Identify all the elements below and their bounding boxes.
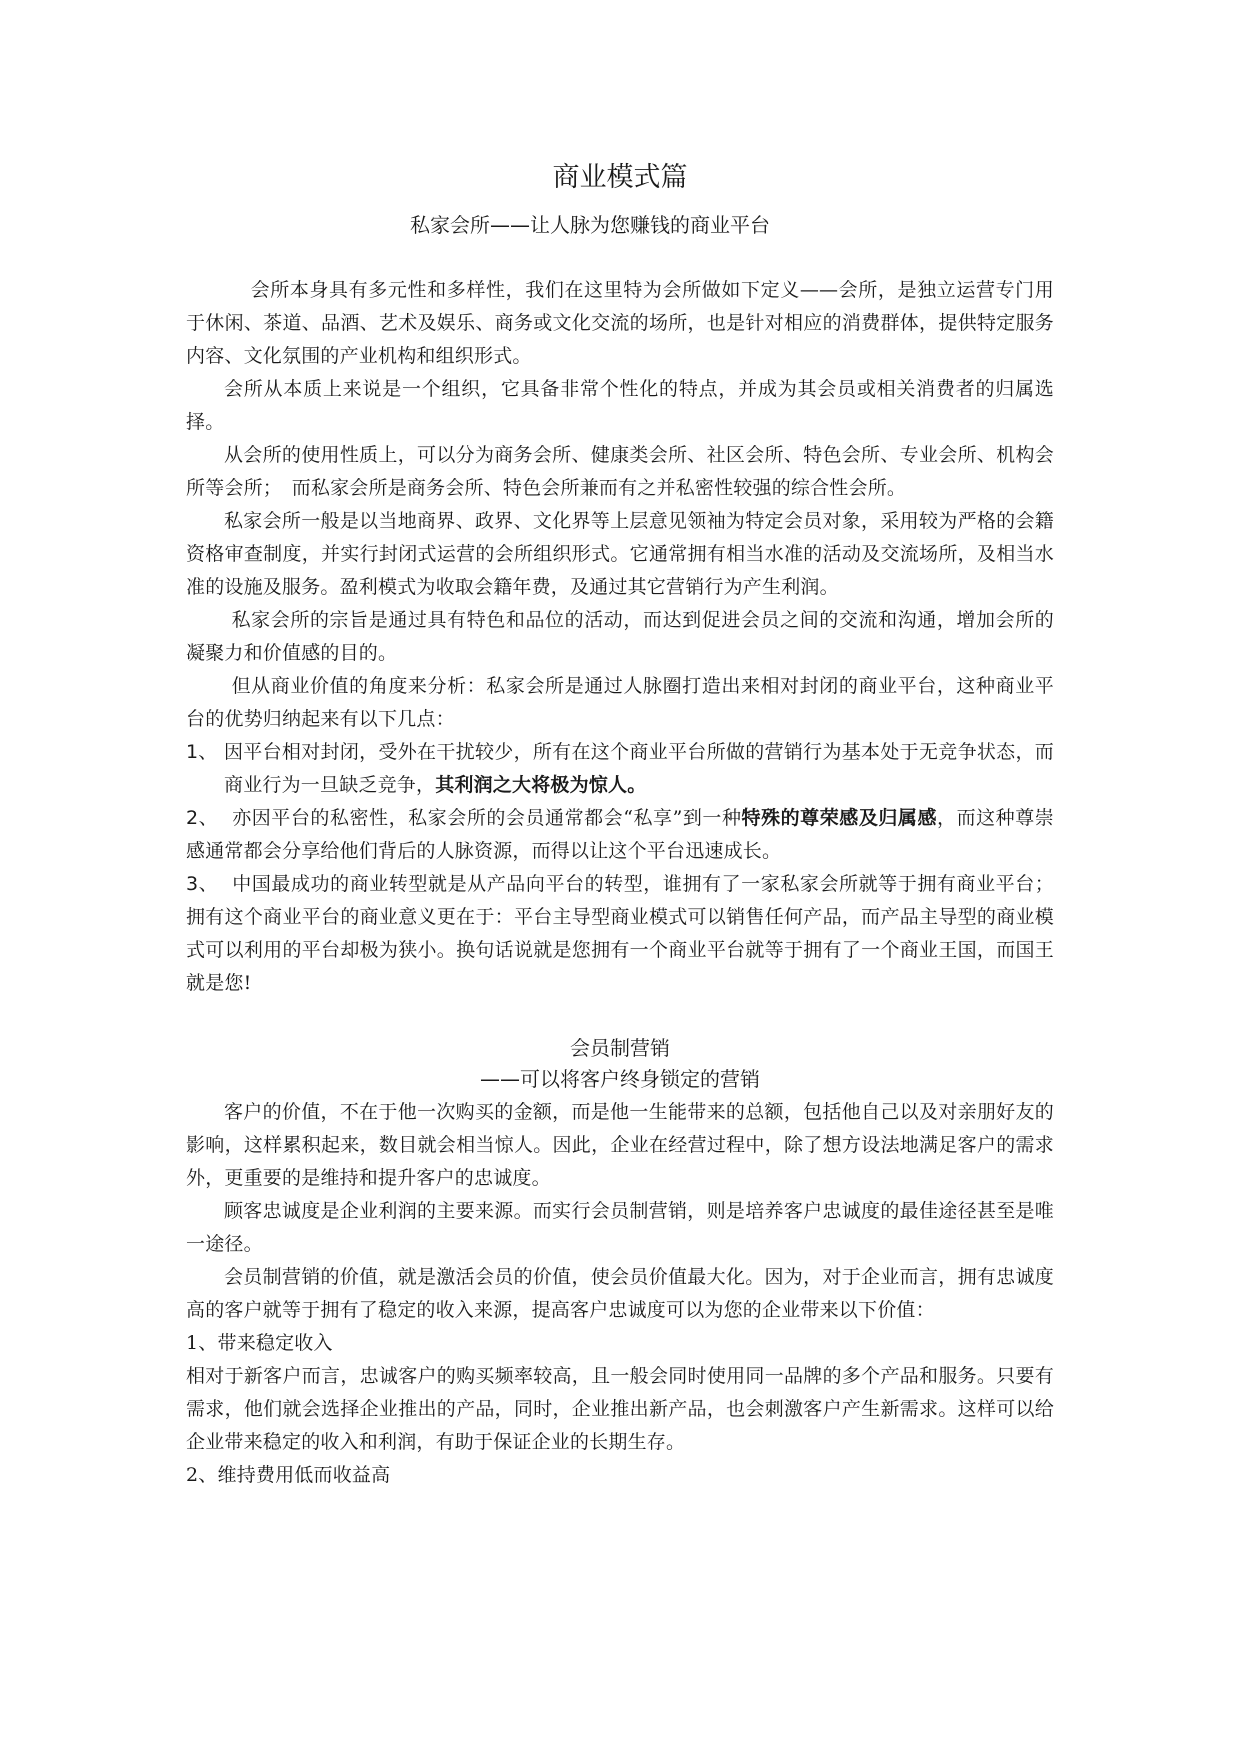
list-number: 2、 [186, 807, 219, 829]
list-bold-text: 特殊的尊荣感及归属感 [741, 807, 938, 829]
paragraph-private-club: 私家会所一般是以当地商界、政界、文化界等上层意见领袖为特定会员对象，采用较为严格的会籍资格审查制度，并实行封闭式运营的会所组织形式。它通常拥有相当水准的活动及交流场所，及相当水准的设施及服务。盈利模式为收取会籍年费，及通过其它营销行为产生利润。 [186, 510, 1054, 598]
list-tail-text: ，而这种尊崇感通常都会分享给他们背后的人脉资源，而得以让这个平台迅速成长。 [186, 807, 1054, 862]
paragraph-loyalty: 顾客忠诚度是企业利润的主要来源。而实行会员制营销，则是培养客户忠诚度的最佳途径甚至是唯一途径。 [186, 1200, 1054, 1255]
list-number: 1、 [186, 741, 218, 763]
list-number: 3、 [186, 873, 219, 895]
list-text: 亦因平台的私密性，私家会所的会员通常都会“私享”到一种 [232, 807, 742, 829]
heading-stable-income: 1、带来稳定收入 [186, 1332, 333, 1354]
paragraph-stable-income: 相对于新客户而言，忠诚客户的购买频率较高，且一般会同时使用同一品牌的多个产品和服务。只要有需求，他们就会选择企业推出的产品，同时，企业推出新产品，也会刺激客户产生新需求。这样可以给企业带来稳定的收入和利润，有助于保证企业的长期生存。 [186, 1365, 1054, 1453]
paragraph-essence: 会所从本质上来说是一个组织，它具备非常个性化的特点，并成为其会员或相关消费者的归属选择。 [186, 378, 1054, 433]
paragraph-membership-value: 会员制营销的价值，就是激活会员的价值，使会员价值最大化。因为，对于企业而言，拥有忠诚度高的客户就等于拥有了稳定的收入来源，提高客户忠诚度可以为您的企业带来以下价值： [186, 1266, 1054, 1321]
paragraph-purpose: 私家会所的宗旨是通过具有特色和品位的活动，而达到促进会员之间的交流和沟通，增加会所的凝聚力和价值感的目的。 [186, 609, 1054, 664]
page-subtitle: 私家会所——让人脉为您赚钱的商业平台 [410, 213, 770, 237]
section-membership [186, 1033, 1054, 1492]
paragraph-types: 从会所的使用性质上，可以分为商务会所、健康类会所、社区会所、特色会所、专业会所、机构会所等会所； 而私家会所是商务会所、特色会所兼而有之并私密性较强的综合性会所。 [186, 444, 1054, 499]
list-item-3 [186, 868, 1054, 1000]
paragraph-analysis: 但从商业价值的角度来分析：私家会所是通过人脉圈打造出来相对封闭的商业平台，这种商业平台的优势归纳起来有以下几点： [186, 675, 1054, 730]
list-text: 中国最成功的商业转型就是从产品向平台的转型，谁拥有了一家私家会所就等于拥有商业平台；拥有这个商业平台的商业意义更在于：平台主导型商业模式可以销售任何产品，而产品主导型的商业模式可以利用的平台却极为狭小。换句话说就是您拥有一个商业平台就等于拥有了一个商业王国，而国王就是您! [186, 873, 1054, 994]
paragraph-customer-value: 客户的价值，不在于他一次购买的金额，而是他一生能带来的总额，包括他自己以及对亲朋好友的影响，这样累积起来，数目就会相当惊人。因此，企业在经营过程中，除了想方设法地满足客户的需求外，更重要的是维持和提升客户的忠诚度。 [186, 1101, 1054, 1189]
page-title: 商业模式篇 [552, 162, 688, 193]
list-bold-text: 其利润之大将极为惊人。 [435, 774, 647, 796]
section-title: 会员制营销 [570, 1036, 670, 1060]
list-item-1 [186, 736, 1054, 802]
document-content [186, 160, 1054, 1492]
list-text: 因平台相对封闭，受外在干扰较少，所有在这个商业平台所做的营销行为基本处于无竞争状态，而商业行为一旦缺乏竞争， [224, 741, 1054, 796]
paragraph-definition: 会所本身具有多元性和多样性，我们在这里特为会所做如下定义——会所，是独立运营专门用于休闲、茶道、品酒、艺术及娱乐、商务或文化交流的场所，也是针对相应的消费群体，提供特定服务内容、文化氛围的产业机构和组织形式。 [186, 279, 1054, 367]
list-item-2 [186, 802, 1054, 868]
heading-low-cost: 2、维持费用低而收益高 [186, 1464, 391, 1486]
section-subtitle: ——可以将客户终身锁定的营销 [480, 1067, 760, 1091]
